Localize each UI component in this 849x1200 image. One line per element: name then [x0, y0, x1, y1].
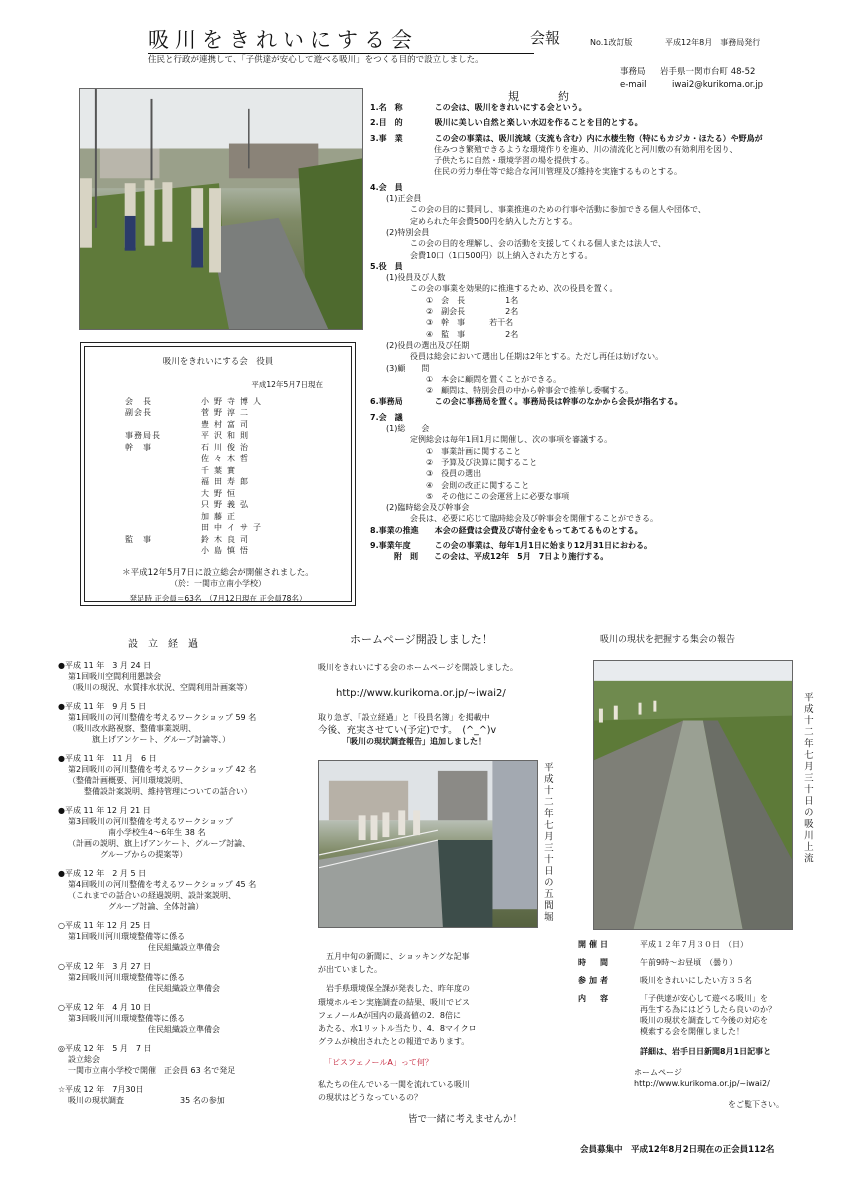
- officer-role: [125, 420, 201, 432]
- officer-role: [125, 466, 201, 478]
- history-date: [58, 661, 318, 672]
- rules-line: ⑤ その他にこの会運営上に必要な事項: [370, 491, 570, 501]
- report-label: 参加者: [578, 976, 611, 985]
- officer-role: [125, 512, 201, 524]
- history-detail: グループからの提案等）: [68, 850, 188, 859]
- rules-line: 8.事業の推進 本会の経費は会費及び寄付金をもってあてるものとする。: [370, 525, 643, 535]
- history-detail: 住民組織設立準備会: [68, 984, 220, 993]
- rules-line: ② 副会長 2名: [370, 307, 519, 317]
- rules-line: 定例総会は毎年1回1月に開催し、次の事項を審議する。: [370, 435, 613, 445]
- officer-row: [125, 454, 343, 466]
- officer-row: [125, 443, 343, 455]
- history-detail: 第2回吸川河川環境整備等に係る: [68, 973, 186, 982]
- news-line: 環境ホルモン実施調査の結果、吸川でビス: [318, 997, 470, 1007]
- rules-line: ② 予算及び決算に関すること: [370, 457, 538, 467]
- history-date-text: 平成 12 年 4 月 10 日: [65, 1003, 152, 1012]
- officer-row: [125, 408, 343, 420]
- homepage-intro: 吸川をきれいにする会のホームページを開設しました。: [318, 663, 518, 672]
- news-closing: 皆で一緒に考えませんか！: [408, 1113, 523, 1125]
- officer-name: 豊村富司: [201, 419, 253, 429]
- report-content-line: 模索する会を開催しました！: [640, 1026, 744, 1036]
- report-label: 開催日: [578, 940, 611, 949]
- history-detail: 住民組織設立準備会: [68, 943, 220, 952]
- rules-line: 役員は総会において選出し任期は2年とする。ただし再任は妨げない。: [370, 352, 664, 362]
- homepage-title: ホームページ開設しました！: [350, 633, 493, 646]
- officer-role: 幹 事: [125, 442, 152, 452]
- history-detail: 一関市立南小学校で開催 正会員 63 名で発足: [68, 1066, 236, 1075]
- report-detail: 詳細は、岩手日日新聞8月1日記事と: [640, 1047, 772, 1057]
- rules-line: 6.事務局 この会に事務局を置く。事務局長は幹事のなかから会長が指名する。: [370, 397, 683, 407]
- history-event: [58, 661, 318, 694]
- report-content-line: 再生する為にはどうしたら良いのか？: [640, 1005, 776, 1014]
- report-hp-label: ホームページ: [634, 1068, 682, 1078]
- bullet-icon: ○: [58, 1003, 65, 1012]
- officer-row: [125, 397, 343, 409]
- history-detail: 第1回吸川の河川整備を考えるワークショップ 59 名: [68, 713, 257, 722]
- officer-name: 小野寺博人: [201, 396, 266, 406]
- rules-line: この会の目的に賛同し、事業推進のための行事や活動に参加できる個人や団体で、: [370, 205, 706, 215]
- rules-line: 会費10口（1口500円）以上納入された方とする。: [370, 250, 593, 260]
- rules-line: 子供たちに自然・環境学習の場を提供する。: [370, 156, 594, 166]
- history-event: [58, 869, 318, 913]
- rules-line: 住民の労力奉仕等で総合な河川管理及び維持を実施するものとする。: [370, 167, 682, 177]
- report-title: 吸川の現状を把握する集会の報告: [600, 635, 736, 645]
- homepage-section: [318, 663, 578, 749]
- rules-line: 住みつき繁殖できるような環境作りを進め、川の清流化と河川敷の有効利用を図り、: [370, 144, 738, 154]
- history-date-text: 平成 12 年 7月30日: [65, 1085, 144, 1094]
- officer-name: 佐々木哲: [201, 454, 253, 464]
- history-detail: （整備計画概要、河川環境説明、: [68, 776, 188, 785]
- history-detail: （吸川の現況、水質排水状況、空間利用計画案等）: [68, 683, 252, 692]
- officer-row: [125, 466, 343, 478]
- history-date: [58, 1003, 318, 1014]
- bullet-icon: ●: [58, 806, 65, 815]
- rules-line: 附 則 この会は、平成12年 5月 7日より施行する。: [370, 552, 609, 562]
- history-event: [58, 806, 318, 861]
- office-label: 事務局: [620, 67, 646, 77]
- report-hp-url[interactable]: http://www.kurikoma.or.jp/~iwai2/: [634, 1078, 770, 1088]
- history-section: [58, 661, 318, 1115]
- officers-title: 吸川をきれいにする会 役員: [162, 357, 274, 367]
- history-event: [58, 1003, 318, 1036]
- officer-name: 只野義弘: [201, 500, 253, 510]
- officer-name: 大野恒: [201, 488, 240, 498]
- officer-role: [125, 523, 201, 535]
- report-row: [578, 994, 838, 1005]
- officer-row: [125, 500, 343, 512]
- news-question-2: 私たちの住んでいる一関を流れている吸川: [318, 1079, 470, 1089]
- rules-line: (3)顧 問: [370, 363, 430, 373]
- history-event: [58, 962, 318, 995]
- history-detail: 第3回吸川河川環境整備等に係る: [68, 1014, 186, 1023]
- history-detail: 第1回吸川河川環境整備等に係る: [68, 932, 186, 941]
- history-detail: 第4回吸川の河川整備を考えるワークショップ 45 名: [68, 880, 257, 889]
- news-section: [318, 950, 583, 1128]
- founding-members: 発足時 正会員＝63名 （7月12日現在 正会員78名）: [129, 593, 307, 603]
- history-detail: （吸川改水路視察、整備事業説明、: [68, 724, 196, 733]
- subtitle: 住民と行政が連携して、「子供達が安心して遊べる吸川」をつくる目的で設立しました。: [148, 55, 484, 65]
- officers-list: [125, 397, 343, 558]
- officer-role: [125, 500, 201, 512]
- officer-row: [125, 512, 343, 524]
- email-address: iwai2@kurikoma.or.jp: [672, 79, 764, 90]
- gomabori-photo: [318, 760, 538, 928]
- news-line: が出ていました。: [318, 965, 382, 975]
- officer-row: [125, 420, 343, 432]
- rules-line: この会の目的を理解し、会の活動を支援してくれる個人または法人で、: [370, 239, 666, 249]
- homepage-added: 「吸川の現状調査報告」追加しました！: [342, 736, 486, 746]
- rules-line: ④ 監 事 2名: [370, 329, 519, 339]
- office-info: [620, 66, 763, 92]
- founding-place: （於：一関市立南小学校）: [170, 579, 266, 589]
- officer-role: [125, 477, 201, 489]
- report-value: 吸川をきれいにしたい方３５名: [640, 976, 752, 985]
- history-detail: 設立総会: [68, 1055, 100, 1064]
- bullet-icon: ●: [58, 702, 65, 711]
- history-date: [58, 921, 318, 932]
- history-date-text: 平成 11 年 12 月 21 日: [65, 806, 151, 815]
- officer-row: [125, 431, 343, 443]
- rules-line: 2.目 的 吸川に美しい自然と楽しい水辺を作ることを目的とする。: [370, 118, 643, 128]
- officer-row: [125, 523, 343, 535]
- history-event: [58, 754, 318, 798]
- rules-line: ③ 幹 事 若干名: [370, 318, 514, 328]
- officer-row: [125, 477, 343, 489]
- report-value: 午前9時～お昼頃 （曇り）: [640, 958, 738, 967]
- news-line: 岩手県環境保全課が発表した、昨年度の: [318, 984, 470, 994]
- rules-line: この会の事業を効果的に推進するため、次の役員を置く。: [370, 284, 618, 294]
- rules-line: ③ 役員の選出: [370, 469, 482, 479]
- rules-line: ① 事業計画に関すること: [370, 446, 522, 456]
- officer-name: 平沢和則: [201, 431, 253, 441]
- bullet-icon: ☆: [58, 1085, 66, 1094]
- report-value: 平成１２年７月３０日 （日）: [640, 940, 748, 949]
- officer-role: [125, 489, 201, 501]
- rules-line: (2)役員の選出及び任期: [370, 340, 470, 350]
- homepage-posted: 取り急ぎ、「設立経過」と「役員名簿」を掲載中: [318, 712, 490, 722]
- rules-line: (2)特別会員: [370, 227, 430, 237]
- rules-line: 1.名 称 この会は、吸川をきれいにする会という。: [370, 103, 587, 112]
- email-label: e-mail: [620, 79, 647, 90]
- report-label: 内 容: [578, 994, 611, 1003]
- rules-line: (1)正会員: [370, 194, 422, 204]
- officers-box: [80, 342, 356, 606]
- history-date: [58, 962, 318, 973]
- gomabori-caption: 平成十二年七月三十日の五間堀: [541, 762, 553, 923]
- bullet-icon: ●: [58, 661, 65, 670]
- history-detail: 第1回吸川空間利用懇談会: [68, 672, 162, 681]
- officer-name: 鈴木良司: [201, 534, 253, 544]
- history-date-text: 平成 12 年 3 月 27 日: [65, 962, 152, 971]
- meeting-photo: [79, 88, 363, 330]
- rules-line: ① 会 長 1名: [370, 295, 519, 305]
- rules-line: (1)総 会: [370, 424, 430, 434]
- officers-date: 平成12年5月7日現在: [251, 380, 323, 390]
- history-detail: 吸川の現状調査 35 名の参加: [68, 1096, 225, 1105]
- officer-name: 石川俊治: [201, 442, 253, 452]
- report-see: をご覧下さい。: [728, 1099, 784, 1109]
- report-content-line: 吸川の現状を調査して今後の対応を: [640, 1015, 768, 1025]
- officer-role: 副会長: [125, 408, 152, 418]
- history-date: [58, 754, 318, 765]
- homepage-future: 今後、充実させてい(予定)です。 (^_^)v: [318, 724, 497, 736]
- history-event: [58, 1044, 318, 1077]
- news-line: グラムが検出されたとの報道であります。: [318, 1037, 470, 1047]
- history-date-text: 平成 12 年 5 月 7 日: [65, 1044, 152, 1053]
- rules-line: ① 本会に顧問を置くことができる。: [370, 374, 562, 384]
- officer-role: 会 長: [125, 396, 152, 406]
- homepage-url[interactable]: http://www.kurikoma.or.jp/~iwai2/: [336, 688, 506, 699]
- officer-row: [125, 546, 343, 558]
- bullet-icon: ●: [58, 869, 65, 878]
- issue-label: 平成12年8月 事務局発行: [665, 38, 761, 47]
- news-line: 五月中旬の新聞に、ショッキングな記事: [318, 952, 470, 961]
- news-question-3: の現状はどうなっているの？: [318, 1092, 422, 1102]
- rules-line: 7.会 議: [370, 412, 403, 422]
- officer-name: 菅野淳二: [201, 408, 253, 418]
- news-line: あたる、水1リットル当たり、4．8マイクロ: [318, 1023, 477, 1033]
- history-title: 設立経過: [128, 639, 208, 650]
- rules-line: (1)役員及び人数: [370, 273, 446, 283]
- report-row: [578, 958, 838, 976]
- rules-line: ② 顧問は、特別会員の中から幹事会で推挙し委嘱する。: [370, 386, 634, 396]
- officer-row: [125, 489, 343, 501]
- bullet-icon: ○: [58, 921, 65, 930]
- rules-line: ④ 会則の改正に関すること: [370, 480, 530, 490]
- report-label: 時 間: [578, 958, 611, 967]
- history-date: [58, 702, 318, 713]
- officer-role: 事務局長: [125, 431, 161, 441]
- upstream-photo: [593, 660, 793, 930]
- report-content: [578, 1005, 838, 1037]
- bullet-icon: ●: [58, 754, 65, 763]
- rules-line: 9.事業年度 この会の事業は、毎年1月1日に始まり12月31日におわる。: [370, 540, 653, 550]
- history-detail: 旗上げアンケート、グループ討論等、）: [68, 735, 231, 744]
- newsletter-label: 会報: [530, 29, 561, 47]
- officer-row: [125, 535, 343, 547]
- history-detail: 住民組織設立準備会: [68, 1025, 220, 1034]
- officer-name: 小島慎悟: [201, 546, 253, 556]
- history-date-text: 平成 11 年 11 月 6 日: [65, 754, 157, 763]
- rules-section: [370, 103, 800, 564]
- title-underline: [148, 53, 534, 54]
- history-date: [58, 869, 318, 880]
- report-value: 「子供達が安心して遊べる吸川」を: [640, 994, 768, 1003]
- founding-note: ＊平成12年5月7日に設立総会が開催されました。: [122, 567, 314, 578]
- report-row: [578, 940, 838, 958]
- history-detail: 第3回吸川の河川整備を考えるワークショップ: [68, 817, 233, 826]
- history-event: [58, 1085, 318, 1107]
- rules-line: (2)臨時総会及び幹事会: [370, 503, 470, 513]
- upstream-caption: 平成十二年七月三十日の吸川上流: [801, 692, 813, 865]
- history-date-text: 平成 12 年 2 月 5 日: [65, 869, 147, 878]
- report-row: [578, 976, 838, 994]
- history-date-text: 平成 11 年 9 月 5 日: [65, 702, 147, 711]
- history-date-text: 平成 11 年 3 月 24 日: [65, 661, 152, 670]
- officer-name: 福田寿郎: [201, 477, 253, 487]
- membership-footer: 会員募集中 平成12年8月2日現在の正会員112名: [580, 1145, 775, 1155]
- history-detail: 整備設計案説明、維持管理についての話合い）: [68, 787, 252, 796]
- officer-name: 千葉實: [201, 465, 240, 475]
- history-date-text: 平成 11 年 12 月 25 日: [65, 921, 151, 930]
- history-detail: グループ討論、全体討論）: [68, 902, 204, 911]
- bullet-icon: ○: [58, 962, 65, 971]
- rules-line: 5.役 員: [370, 261, 403, 271]
- report-details: [578, 940, 838, 1111]
- rules-line: 4.会 員: [370, 182, 403, 192]
- newsletter-title: 吸川をきれいにする会: [148, 28, 418, 52]
- history-event: [58, 702, 318, 746]
- history-event: [58, 921, 318, 954]
- history-date: [58, 1085, 318, 1096]
- officer-role: [125, 454, 201, 466]
- rules-line: 3.事 業 この会の事業は、吸川流域（支流も含む）内に水棲生物（特にもカジカ・ほたる）や野鳥が: [370, 133, 763, 143]
- history-detail: 第2回吸川の河川整備を考えるワークショップ 42 名: [68, 765, 257, 774]
- officer-name: 加藤正: [201, 511, 240, 521]
- history-detail: （計画の説明、旗上げアンケート、グループ討論、: [68, 839, 251, 848]
- officer-name: 田中イサ子: [201, 523, 266, 533]
- history-date: [58, 1044, 318, 1055]
- history-detail: 南小学校生4～6年生 38 名: [68, 828, 206, 837]
- rules-line: 定められた年会費500円を納入した方とする。: [370, 216, 578, 226]
- edition-label: No.1改訂版: [590, 38, 633, 47]
- officer-role: [125, 546, 201, 558]
- history-date: [58, 806, 318, 817]
- bullet-icon: ◎: [58, 1044, 65, 1053]
- news-question: 「ビスフェノールA」って何？: [324, 1058, 433, 1068]
- rules-title: 規 約: [508, 90, 583, 103]
- history-detail: （これまでの話合いの経過説明、設計案説明、: [68, 891, 236, 900]
- office-address: 岩手県一関市台町 48-52: [660, 67, 756, 77]
- news-line: フェノールAが国内の最高値の2．8倍に: [318, 1010, 462, 1020]
- officer-role: 監 事: [125, 534, 152, 544]
- rules-line: 会長は、必要に応じて臨時総会及び幹事会を開催することができる。: [370, 514, 658, 524]
